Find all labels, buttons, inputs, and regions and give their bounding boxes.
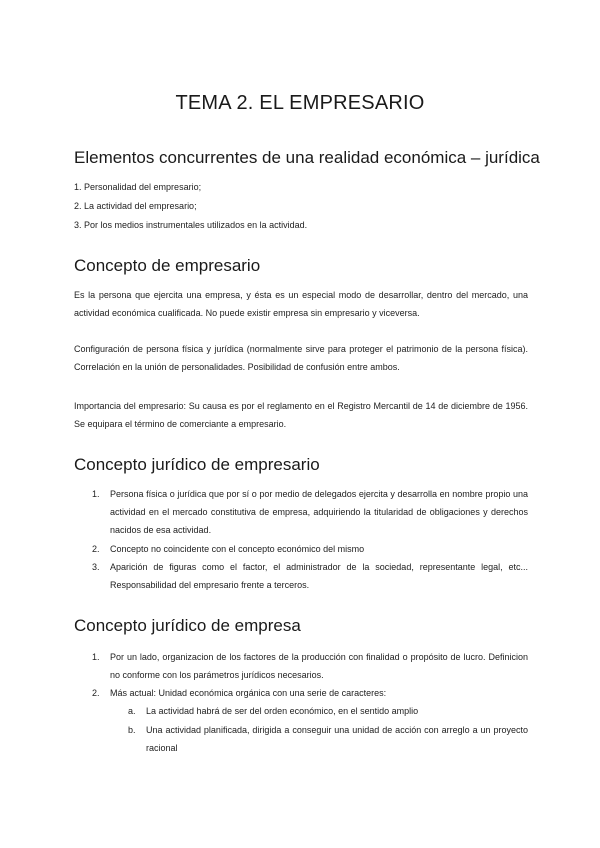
paragraph-definition: Es la persona que ejercita una empresa, y ésta es un especial modo de desarrollar, dentro del mercado, una actividad económica cualificada. No puede existir empresa sin empresario y viceversa. <box>74 290 528 318</box>
list-number: 2. <box>92 688 100 698</box>
section-heading-concepto-juridico-empresa: Concepto jurídico de empresa <box>74 616 301 635</box>
sublist-item-text: La actividad habrá de ser del orden económico, en el sentido amplio <box>146 706 419 716</box>
list-item: 2. La actividad del empresario; <box>74 201 197 211</box>
paragraph-importancia: Importancia del empresario: Su causa es por el reglamento en el Registro Mercantil de 14 de diciembre de 1956. Se equipara el término de comerciante a empresario. <box>74 401 528 429</box>
paragraph-configuracion: Configuración de persona física y jurídica (normalmente sirve para proteger el patrimonio de la persona física). Correlación en la unión de personalidades. Posibilidad de confusión entre ambos. <box>74 344 528 372</box>
list-item-text: Persona física o jurídica que por sí o por medio de delegados ejercita y desarrolla en nombre propio una actividad en el mercado constitutiva de empresa, adquiriendo la titularidad de obligaciones y derechos nacidos de esa actividad. <box>110 489 528 535</box>
list-number: 1. <box>92 652 100 662</box>
elements-list <box>74 178 307 235</box>
list-number: 2. <box>92 544 100 554</box>
list-item-text: Concepto no coincidente con el concepto económico del mismo <box>110 544 365 554</box>
list-number: 3. <box>92 562 100 572</box>
list-item-text: Por un lado, organizacion de los factores de la producción con finalidad o propósito de lucro. Definicion no conforme con los parámetros jurídicos necesarios. <box>110 652 528 680</box>
sublist-letter: b. <box>128 725 136 735</box>
list-item: 3. Por los medios instrumentales utilizados en la actividad. <box>74 220 308 230</box>
list-item-text: Aparición de figuras como el factor, el administrador de la sociedad, representante legal, etc... Responsabilidad del empresario frente a terceros. <box>110 562 528 590</box>
section-heading-elementos: Elementos concurrentes de una realidad económica – jurídica <box>74 148 540 167</box>
list-number: 1. <box>92 489 100 499</box>
section-heading-concepto-empresario: Concepto de empresario <box>74 256 261 275</box>
sublist-letter: a. <box>128 706 136 716</box>
sublist-item-text: Una actividad planificada, dirigida a conseguir una unidad de acción con arreglo a un proyecto racional <box>146 725 528 753</box>
page-title: TEMA 2. EL EMPRESARIO <box>175 92 425 114</box>
list-item: 1. Personalidad del empresario; <box>74 182 202 192</box>
list-item-text: Más actual: Unidad económica orgánica con una serie de caracteres: <box>110 688 387 698</box>
section-heading-concepto-juridico-empresario: Concepto jurídico de empresario <box>74 455 320 474</box>
